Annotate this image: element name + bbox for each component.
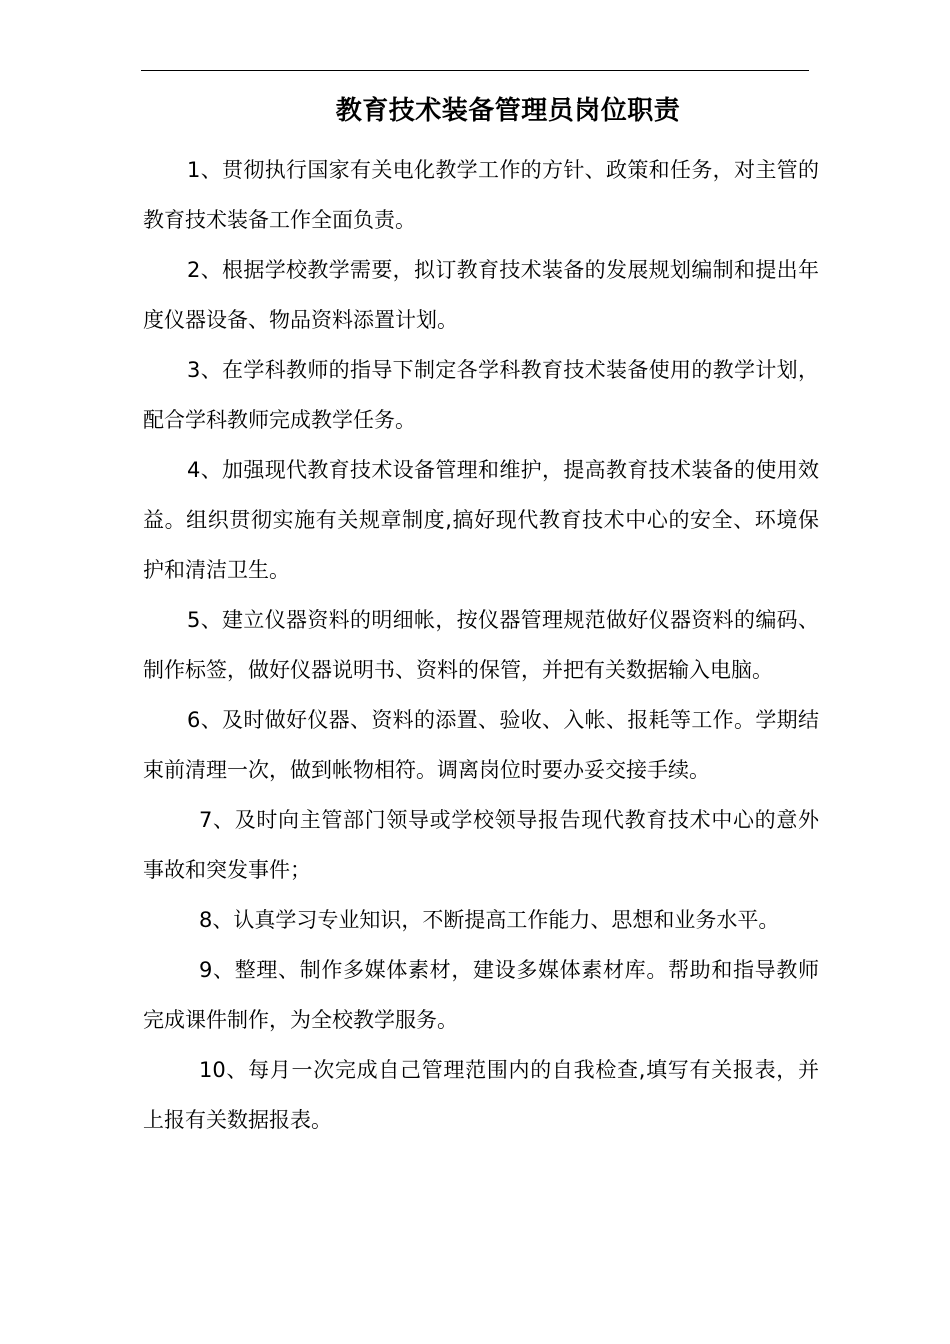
header-rule [141, 70, 809, 71]
duty-item-1: 1、贯彻执行国家有关电化教学工作的方针、政策和任务，对主管的教育技术装备工作全面负责。 [143, 158, 819, 232]
duty-item-9: 9、整理、制作多媒体素材，建设多媒体素材库。帮助和指导教师完成课件制作，为全校教学服务。 [143, 958, 819, 1032]
duty-item-5: 5、建立仪器资料的明细帐，按仪器管理规范做好仪器资料的编码、制作标签，做好仪器说明书、资料的保管，并把有关数据输入电脑。 [143, 608, 819, 682]
duty-item-8: 8、认真学习专业知识，不断提高工作能力、思想和业务水平。 [199, 908, 780, 932]
duty-item-6: 6、及时做好仪器、资料的添置、验收、入帐、报耗等工作。学期结束前清理一次，做到帐物相符。调离岗位时要办妥交接手续。 [143, 708, 819, 782]
duty-item-2: 2、根据学校教学需要，拟订教育技术装备的发展规划编制和提出年度仪器设备、物品资料添置计划。 [143, 258, 819, 332]
duty-item-3: 3、在学科教师的指导下制定各学科教育技术装备使用的教学计划，配合学科教师完成教学任务。 [143, 358, 819, 432]
document-body [143, 145, 819, 1145]
duty-item-10: 10、每月一次完成自己管理范围内的自我检查,填写有关报表，并上报有关数据报表。 [143, 1058, 819, 1132]
duty-item-4: 4、加强现代教育技术设备管理和维护，提高教育技术装备的使用效益。组织贯彻实施有关规章制度,搞好现代教育技术中心的安全、环境保护和清洁卫生。 [143, 458, 819, 582]
document-title: 教育技术装备管理员岗位职责 [335, 96, 681, 126]
duty-item-7: 7、及时向主管部门领导或学校领导报告现代教育技术中心的意外事故和突发事件； [143, 808, 819, 882]
